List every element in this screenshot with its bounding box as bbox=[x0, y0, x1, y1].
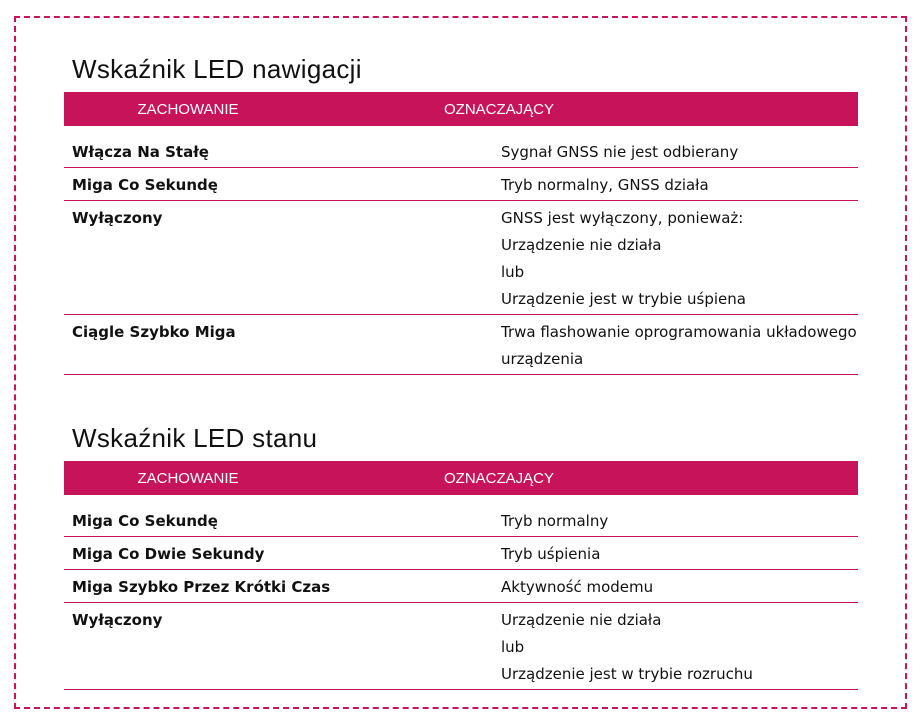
meaning-line: Urządzenie nie działa bbox=[501, 236, 662, 254]
behavior-cell: Miga Co Sekundę bbox=[72, 512, 218, 530]
meaning-line: Urządzenie jest w trybie rozruchu bbox=[501, 665, 753, 683]
table-row bbox=[64, 168, 858, 201]
table-row bbox=[64, 603, 858, 690]
meaning-cell bbox=[501, 541, 858, 568]
table-row bbox=[64, 537, 858, 570]
meaning-cell bbox=[501, 607, 858, 688]
status-led-section bbox=[64, 423, 858, 690]
table-row bbox=[64, 201, 858, 315]
behavior-cell: Wyłączony bbox=[72, 209, 163, 227]
header-behavior: ZACHOWANIE bbox=[137, 469, 239, 487]
section-title: Wskaźnik LED nawigacji bbox=[72, 54, 362, 84]
table-header bbox=[64, 92, 858, 126]
meaning-line: Aktywność modemu bbox=[501, 578, 654, 596]
behavior-cell: Miga Szybko Przez Krótki Czas bbox=[72, 578, 331, 596]
meaning-cell bbox=[501, 574, 858, 601]
header-meaning: OZNACZAJĄCY bbox=[444, 100, 555, 118]
header-meaning: OZNACZAJĄCY bbox=[444, 469, 555, 487]
meaning-cell bbox=[501, 139, 858, 166]
behavior-cell: Miga Co Sekundę bbox=[72, 176, 218, 194]
meaning-cell bbox=[501, 319, 858, 373]
meaning-line: lub bbox=[501, 263, 525, 281]
section-title: Wskaźnik LED stanu bbox=[72, 423, 318, 453]
meaning-line: GNSS jest wyłączony, ponieważ: bbox=[501, 209, 744, 227]
behavior-cell: Miga Co Dwie Sekundy bbox=[72, 545, 265, 563]
table-row bbox=[64, 315, 858, 375]
meaning-line: urządzenia bbox=[501, 350, 584, 368]
meaning-line: Urządzenie nie działa bbox=[501, 611, 662, 629]
table-row bbox=[64, 504, 858, 537]
meaning-line: Tryb normalny, GNSS działa bbox=[501, 176, 709, 194]
table-row bbox=[64, 570, 858, 603]
table-body bbox=[64, 135, 858, 375]
table-header bbox=[64, 461, 858, 495]
meaning-line: Urządzenie jest w trybie uśpiena bbox=[501, 290, 746, 308]
behavior-cell: Włącza Na Stałę bbox=[72, 143, 209, 161]
meaning-line: lub bbox=[501, 638, 525, 656]
meaning-line: Tryb uśpienia bbox=[501, 545, 601, 563]
navigation-led-section bbox=[64, 54, 858, 375]
behavior-cell: Wyłączony bbox=[72, 611, 163, 629]
meaning-cell bbox=[501, 205, 858, 313]
meaning-cell bbox=[501, 508, 858, 535]
table-body bbox=[64, 504, 858, 690]
behavior-cell: Ciągle Szybko Miga bbox=[72, 323, 236, 341]
table-row bbox=[64, 135, 858, 168]
meaning-line: Trwa flashowanie oprogramowania układowego bbox=[501, 323, 857, 341]
meaning-line: Sygnał GNSS nie jest odbierany bbox=[501, 143, 739, 161]
meaning-line: Tryb normalny bbox=[501, 512, 609, 530]
meaning-cell bbox=[501, 172, 858, 199]
header-behavior: ZACHOWANIE bbox=[137, 100, 239, 118]
